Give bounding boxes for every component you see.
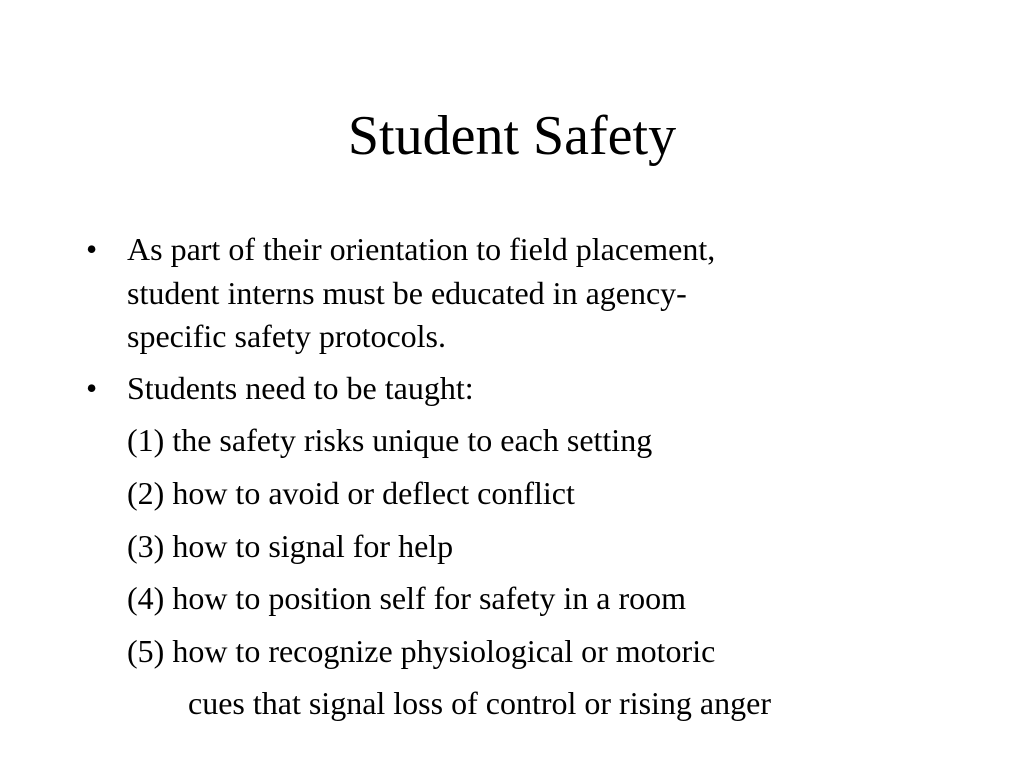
bullet-marker: • [86, 231, 98, 267]
bullet-2-line-1: Students need to be taught: [127, 370, 474, 406]
bullet-1-line-3: specific safety protocols. [127, 318, 446, 354]
bullet-1-line-2: student interns must be educated in agency- [127, 275, 687, 311]
sub-item-3: (3) how to signal for help [127, 528, 454, 564]
sub-item-5-continuation: cues that signal loss of control or rising anger [188, 685, 771, 721]
slide-title: Student Safety [347, 105, 677, 167]
sub-item-4: (4) how to position self for safety in a room [127, 580, 686, 616]
sub-item-5: (5) how to recognize physiological or motoric [127, 633, 716, 669]
bullet-1-line-1: As part of their orientation to field placement, [127, 231, 716, 267]
sub-item-1: (1) the safety risks unique to each setting [127, 422, 653, 458]
bullet-marker: • [86, 370, 98, 406]
sub-item-2: (2) how to avoid or deflect conflict [127, 475, 575, 511]
